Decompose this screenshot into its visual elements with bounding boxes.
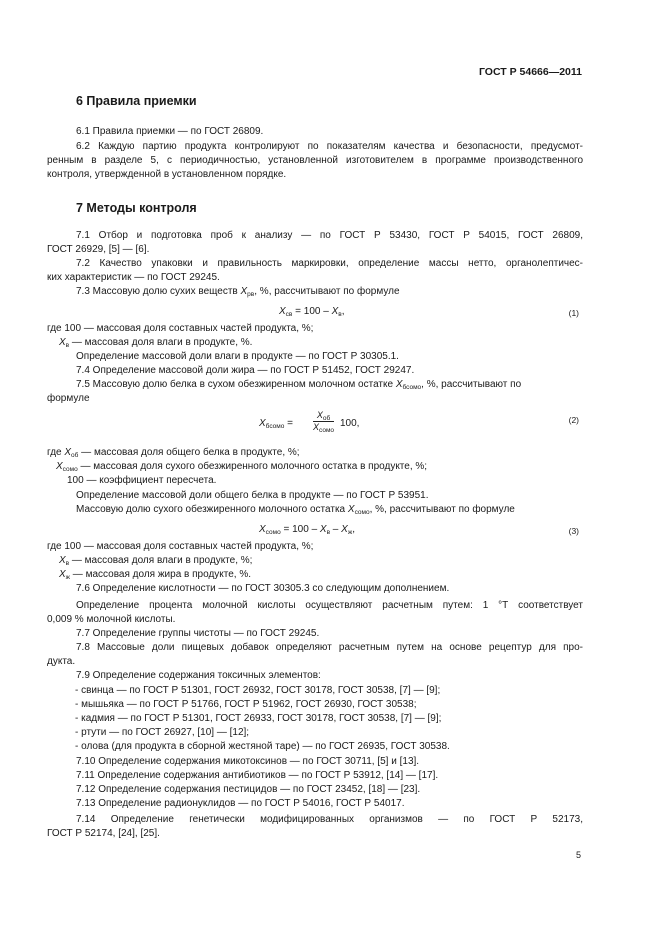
para-7-14-line-2: ГОСТ Р 52174, [24], [25]. — [47, 828, 160, 839]
list-item-cadmium: - кадмия — по ГОСТ Р 51301, ГОСТ 26933, ГОСТ 30178, ГОСТ 30538, [7] — [9]; — [75, 713, 442, 724]
where-3-line-3 — [59, 568, 251, 583]
para-7-1-line-2: ГОСТ 26929, [5] — [6]. — [47, 244, 150, 255]
f2-numerator — [313, 410, 334, 422]
f2-lhs: X — [259, 418, 266, 429]
list-item-arsenic: - мышьяка — по ГОСТ Р 51766, ГОСТ Р 51962, ГОСТ 26930, ГОСТ 30538; — [75, 699, 417, 710]
document-header: ГОСТ Р 54666—2011 — [478, 66, 582, 78]
f1-lhs: X — [279, 306, 286, 317]
para-lactic-line-2: 0,009 % молочной кислоты. — [47, 614, 176, 625]
f3-lhs: X — [259, 524, 266, 535]
f3-mid2: – — [330, 524, 342, 535]
w3c-var: X — [59, 569, 66, 580]
para-7-3-tail: , %, рассчитывают по формуле — [254, 286, 400, 297]
para-6-2-line-1: 6.2 Каждую партию продукта контролируют по показателям качества и безопасности, предусмот- — [76, 141, 583, 152]
para-7-10: 7.10 Определение содержания микотоксинов — по ГОСТ 30711, [5] и [13]. — [76, 756, 420, 767]
w3b-text: — массовая доля влаги в продукте, %; — [69, 555, 253, 566]
equation-number-2: (2) — [568, 415, 579, 425]
w2a-pre: где — [47, 447, 65, 458]
f2-denominator — [313, 422, 334, 433]
where-3-line-2 — [59, 554, 252, 569]
l6-var: X — [395, 379, 403, 390]
f3-lhs-sub: сомо — [265, 529, 281, 536]
para-7-5-line-2: формуле — [47, 393, 90, 404]
formula-2-tail: 100, — [340, 418, 360, 429]
para-7-1-line-1: 7.1 Отбор и подготовка проб к анализу — по ГОСТ Р 53430, ГОСТ Р 54015, ГОСТ 26809, — [76, 230, 583, 241]
w2a-sub: об — [71, 452, 79, 459]
var-sub: рв — [247, 291, 255, 298]
w2b-var: X — [56, 461, 63, 472]
f2-den-var: X — [313, 422, 320, 432]
w1b-var: X — [59, 337, 66, 348]
f3-end: , — [352, 524, 355, 535]
para-7-7: 7.7 Определение группы чистоты — по ГОСТ 29245. — [76, 628, 320, 639]
para-7-14-line-1: 7.14 Определение генетически модифицированных организмов — по ГОСТ Р 52173, — [76, 814, 583, 825]
f1-lhs-sub: св — [285, 311, 293, 318]
list-item-mercury: - ртути — по ГОСТ 26927, [10] — [12]; — [75, 727, 250, 738]
formula-1 — [279, 305, 344, 320]
w2b-text: — массовая доля сухого обезжиренного молочного остатка в продукте, %; — [77, 461, 428, 472]
w3c-sub: ж — [65, 574, 71, 581]
para-7-4: 7.4 Определение массовой доли жира — по ГОСТ Р 51452, ГОСТ 29247. — [76, 365, 415, 376]
where-2-line-1 — [47, 446, 300, 461]
where-1-line-2 — [59, 336, 252, 351]
l8-post: , %, рассчитывают по формуле — [369, 504, 515, 515]
f3-a: X — [319, 524, 327, 535]
l8-sub: сомо — [354, 509, 370, 516]
f2-eq: = — [284, 418, 293, 429]
l8-var: X — [347, 504, 355, 515]
para-7-8-line-1: 7.8 Массовые доли пищевых добавок определяют расчетным путем на основе рецептур для про- — [76, 642, 583, 653]
w1b-text: — массовая доля влаги в продукте, %. — [69, 337, 253, 348]
para-7-12: 7.12 Определение содержания пестицидов — по ГОСТ 23452, [18] — [23]. — [76, 784, 421, 795]
para-7-3 — [76, 285, 400, 300]
f2-den-sub: сомо — [319, 427, 335, 434]
para-7-5-tail: , %, рассчитывают по — [421, 379, 522, 390]
para-moisture: Определение массовой доли влаги в продукте — по ГОСТ Р 30305.1. — [76, 351, 399, 362]
para-7-8-line-2: дукта. — [47, 656, 76, 667]
w3b-sub: в — [65, 560, 70, 567]
f1-rhs: X — [331, 306, 339, 317]
para-7-2-line-2: ких характеристик — по ГОСТ 29245. — [47, 272, 220, 283]
f2-num-var: X — [316, 410, 323, 420]
para-7-6: 7.6 Определение кислотности — по ГОСТ 30305.3 со следующим дополнением. — [76, 583, 450, 594]
para-7-9: 7.9 Определение содержания токсичных элементов: — [76, 670, 321, 681]
f3-b-sub: ж — [347, 529, 353, 536]
l6-sub: бсомо — [402, 384, 422, 391]
para-7-5 — [76, 378, 521, 393]
para-7-5-text: 7.5 Массовую долю белка в сухом обезжиренном молочном остатке — [76, 379, 396, 390]
f2-num-sub: об — [322, 415, 331, 422]
w2b-sub: сомо — [62, 466, 78, 473]
l8-pre: Массовую долю сухого обезжиренного молочного остатка — [76, 504, 348, 515]
where-2-line-2 — [56, 460, 427, 475]
page-number: 5 — [575, 850, 581, 860]
para-7-2-line-1: 7.2 Качество упаковки и правильность маркировки, определение массы нетто, органолептичес- — [76, 258, 583, 269]
f3-a-sub: в — [326, 529, 331, 536]
f3-b: X — [341, 524, 348, 535]
para-protein: Определение массовой доли общего белка в продукте — по ГОСТ Р 53951. — [76, 490, 429, 501]
formula-2-fraction — [313, 410, 334, 433]
formula-3 — [259, 523, 355, 538]
where-1-line-1: где 100 — массовая доля составных частей продукта, %; — [47, 323, 314, 334]
equation-number-1: (1) — [568, 308, 579, 318]
para-6-2-line-2: ренным в разделе 5, с периодичностью, установленной изготовителем в программе производственного — [47, 155, 583, 166]
where-2-line-3: 100 — коэффициент пересчета. — [67, 475, 217, 486]
f1-mid: = 100 – — [292, 306, 332, 317]
formula-2-lhs — [259, 417, 293, 432]
var-x: X — [240, 286, 248, 297]
para-7-13: 7.13 Определение радионуклидов — по ГОСТ Р 54016, ГОСТ Р 54017. — [76, 798, 405, 809]
list-item-lead: - свинца — по ГОСТ Р 51301, ГОСТ 26932, ГОСТ 30178, ГОСТ 30538, [7] — [9]; — [75, 685, 441, 696]
w3c-text: — массовая доля жира в продукте, %. — [70, 569, 252, 580]
list-item-tin: - олова (для продукта в сборной жестяной таре) — по ГОСТ 26935, ГОСТ 30538. — [75, 741, 450, 752]
f3-mid: = 100 – — [280, 524, 320, 535]
para-6-1: 6.1 Правила приемки — по ГОСТ 26809. — [76, 126, 264, 137]
f2-lhs-sub: бсомо — [265, 423, 285, 430]
para-lactic-line-1: Определение процента молочной кислоты осуществляют расчетным путем: 1 °Т соответствует — [76, 600, 583, 611]
f1-end: , — [341, 306, 345, 317]
where-3-line-1: где 100 — массовая доля составных частей продукта, %; — [47, 541, 314, 552]
para-6-2-line-3: контроля, утвержденной в установленном порядке. — [47, 169, 287, 180]
para-somo — [76, 503, 515, 518]
equation-number-3: (3) — [568, 526, 579, 536]
w1b-sub: в — [65, 342, 70, 349]
para-7-3-text: 7.3 Массовую долю сухих веществ — [76, 286, 241, 297]
section-7-title: 7 Методы контроля — [76, 201, 197, 215]
section-6-title: 6 Правила приемки — [76, 94, 197, 108]
para-7-11: 7.11 Определение содержания антибиотиков — по ГОСТ Р 53912, [14] — [17]. — [76, 770, 439, 781]
w3b-var: X — [59, 555, 66, 566]
w2a-text: — массовая доля общего белка в продукте, %; — [78, 447, 300, 458]
f1-rhs-sub: в — [338, 311, 342, 318]
w2a-var: X — [64, 447, 72, 458]
